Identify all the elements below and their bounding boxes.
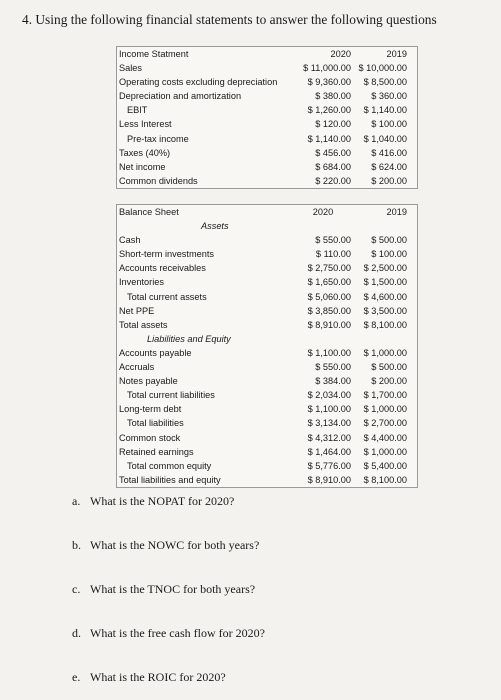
income-row-value-2020: $ 120.00 [315,119,351,130]
question-letter: a. [72,494,81,508]
liability-row [117,459,417,473]
liability-row-value-2019: $ 8,100.00 [363,474,407,485]
liability-row-label: Long-term debt [119,404,182,415]
liability-row-label: Total current liabilities [127,390,215,401]
question-letter: d. [72,626,81,640]
question-item [72,626,265,641]
income-row-value-2020: $ 1,260.00 [307,105,351,116]
asset-row-value-2019: $ 500.00 [371,235,407,246]
asset-row-value-2019: $ 8,100.00 [363,319,407,330]
balance-header-row [117,205,417,219]
asset-row-label: Cash [119,235,141,246]
liability-row-value-2020: $ 1,464.00 [307,446,351,457]
income-row [117,160,417,174]
question-item [72,670,226,685]
income-header-row [117,47,417,61]
question-item [72,538,259,553]
income-row-value-2020: $ 9,360.00 [307,77,351,88]
balance-sheet-table [116,204,418,488]
asset-row-value-2019: $ 2,500.00 [363,263,407,274]
asset-row-value-2020: $ 2,750.00 [307,263,351,274]
question-item [72,582,255,597]
income-row-label: Depreciation and amortization [119,91,242,102]
income-row [117,132,417,146]
asset-row-label: Inventories [119,277,164,288]
asset-row-value-2020: $ 550.00 [315,235,351,246]
income-statement-table [116,46,418,189]
asset-row-value-2020: $ 5,060.00 [307,291,351,302]
balance-title: Balance Sheet [119,207,179,217]
asset-row-value-2020: $ 3,850.00 [307,305,351,316]
liability-row-value-2019: $ 2,700.00 [363,418,407,429]
liability-row-label: Accruals [119,362,155,373]
income-col-2019: 2019 [386,49,407,59]
liability-row-label: Notes payable [119,376,178,387]
asset-row-label: Total current assets [127,291,207,302]
liability-row [117,374,417,388]
income-row-value-2019: $ 416.00 [371,147,407,158]
liability-row-value-2020: $ 4,312.00 [307,432,351,443]
liability-row-value-2019: $ 1,000.00 [363,404,407,415]
question-letter: e. [72,670,81,684]
asset-row [117,290,417,304]
income-row-label: Net income [119,161,166,172]
income-row-value-2019: $ 624.00 [371,161,407,172]
income-row [117,75,417,89]
liability-row-value-2019: $ 500.00 [371,362,407,373]
asset-row-value-2020: $ 8,910.00 [307,319,351,330]
liability-row [117,445,417,459]
liabilities-heading: Liabilities and Equity [147,333,231,344]
asset-row-value-2019: $ 4,600.00 [363,291,407,302]
liability-row [117,402,417,416]
liability-row-value-2019: $ 1,000.00 [363,347,407,358]
income-row-value-2020: $ 380.00 [315,91,351,102]
question-item [72,494,234,509]
liability-row [117,346,417,360]
liability-row-label: Total liabilities [127,418,184,429]
asset-row [117,247,417,261]
question-text: What is the NOPAT for 2020? [90,494,235,508]
assets-heading: Assets [201,221,229,232]
question-text: What is the ROIC for 2020? [90,670,226,684]
income-row [117,117,417,131]
income-row-value-2019: $ 1,140.00 [363,105,407,116]
liability-row-value-2019: $ 200.00 [371,376,407,387]
income-title: Income Statment [119,49,189,59]
question-letter: b. [72,538,81,552]
liability-row-value-2020: $ 3,134.00 [307,418,351,429]
liability-row-label: Total liabilities and equity [119,474,221,485]
liability-row-label: Accounts payable [119,347,192,358]
asset-row [117,233,417,247]
liability-row-label: Total common equity [127,460,212,471]
asset-row-label: Net PPE [119,305,155,316]
income-row [117,174,417,188]
asset-row-value-2019: $ 1,500.00 [363,277,407,288]
balance-col-2020: 2020 [312,207,334,217]
income-row-value-2020: $ 220.00 [315,175,351,186]
asset-row-value-2019: $ 3,500.00 [363,305,407,316]
income-col-2020: 2020 [330,49,351,59]
income-row-value-2019: $ 360.00 [371,91,407,102]
asset-row [117,275,417,289]
income-row-value-2020: $ 11,000.00 [303,63,351,74]
liability-row-label: Retained earnings [119,446,194,457]
income-row-value-2020: $ 1,140.00 [307,133,351,144]
liability-row-value-2020: $ 1,100.00 [307,404,351,415]
income-row-value-2019: $ 200.00 [371,175,407,186]
income-row-label: Operating costs excluding depreciation [119,77,278,88]
income-row [117,103,417,117]
income-row [117,61,417,75]
liability-row-value-2019: $ 4,400.00 [363,432,407,443]
liability-row [117,416,417,430]
question-letter: c. [72,582,81,596]
income-row [117,89,417,103]
liability-row-value-2020: $ 384.00 [315,376,351,387]
liability-row-value-2019: $ 1,000.00 [363,446,407,457]
income-row-label: Pre-tax income [127,133,189,144]
balance-col-2019: 2019 [386,207,407,217]
income-row-value-2019: $ 1,040.00 [363,133,407,144]
liability-row-value-2020: $ 8,910.00 [307,474,351,485]
question-text: What is the NOWC for both years? [90,538,260,552]
liabilities-heading-row [117,332,417,346]
income-row-label: Common dividends [119,175,198,186]
question-header: 4. Using the following financial statements to answer the following questions [22,12,437,27]
liability-row [117,360,417,374]
liability-row-value-2020: $ 5,776.00 [307,460,351,471]
asset-row [117,318,417,332]
asset-row-value-2020: $ 110.00 [315,249,351,260]
liability-row-label: Common stock [119,432,181,443]
liability-row-value-2019: $ 1,700.00 [363,390,407,401]
income-row-value-2019: $ 8,500.00 [363,77,407,88]
income-row-label: Sales [119,63,142,74]
income-row-label: Less Interest [119,119,172,130]
asset-row-label: Short-term investments [119,249,214,260]
liability-row-value-2019: $ 5,400.00 [363,460,407,471]
income-row-value-2020: $ 684.00 [315,161,351,172]
asset-row [117,304,417,318]
question-text: What is the TNOC for both years? [90,582,256,596]
income-row-label: EBIT [127,105,148,116]
income-row-value-2019: $ 100.00 [371,119,407,130]
assets-heading-row [117,219,417,233]
income-row [117,146,417,160]
asset-row [117,261,417,275]
liability-row-value-2020: $ 2,034.00 [307,390,351,401]
income-row-value-2020: $ 456.00 [315,147,351,158]
question-text: What is the free cash flow for 2020? [90,626,265,640]
liability-row-value-2020: $ 550.00 [315,362,351,373]
asset-row-value-2020: $ 1,650.00 [307,277,351,288]
liability-row [117,388,417,402]
liability-row [117,431,417,445]
income-row-label: Taxes (40%) [119,147,171,158]
asset-row-label: Accounts receivables [119,263,206,274]
asset-row-label: Total assets [119,319,168,330]
liability-row-value-2020: $ 1,100.00 [307,347,351,358]
income-row-value-2019: $ 10,000.00 [358,63,407,74]
liability-row [117,473,417,487]
asset-row-value-2019: $ 100.00 [371,249,407,260]
